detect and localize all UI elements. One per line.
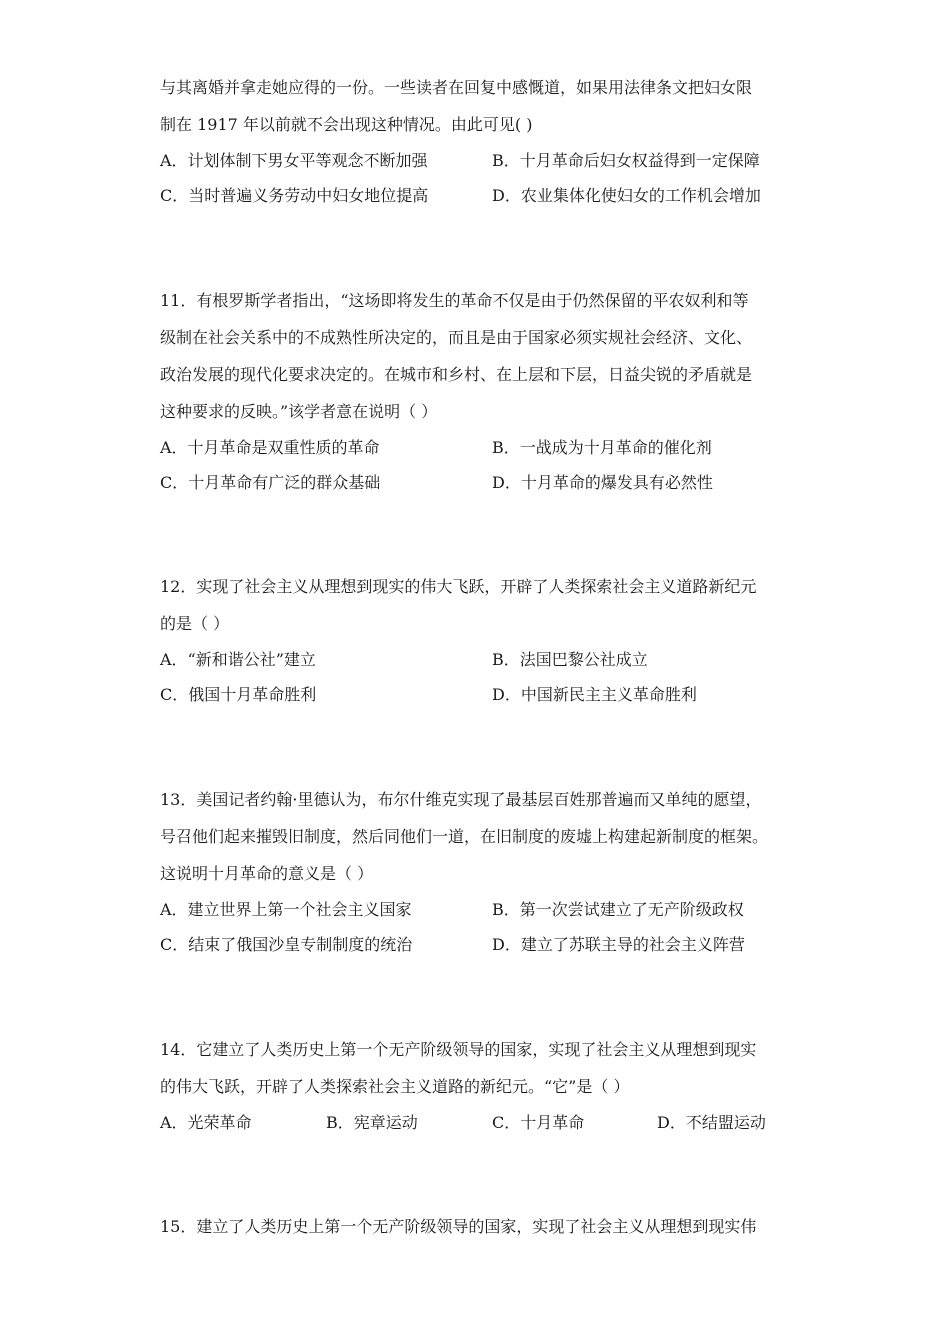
question-12-line-1: 12．实现了社会主义从理想到现实的伟大飞跃，开辟了人类探索社会主义道路新纪元 xyxy=(160,577,757,596)
question-15-line-1: 15．建立了人类历史上第一个无产阶级领导的国家，实现了社会主义从理想到现实伟 xyxy=(160,1217,757,1236)
question-13-line-3: 这说明十月革命的意义是（ ） xyxy=(160,864,374,883)
question-11-line-4: 这种要求的反映。”该学者意在说明（ ） xyxy=(160,402,438,421)
question-11-option-d[interactable]: D．十月革命的爆发具有必然性 xyxy=(492,473,713,492)
question-10-option-a[interactable]: A．计划体制下男女平等观念不断加强 xyxy=(160,151,428,170)
question-14-option-d[interactable]: D．不结盟运动 xyxy=(657,1113,766,1132)
question-14-option-b[interactable]: B．宪章运动 xyxy=(326,1113,418,1132)
question-14-option-a[interactable]: A．光荣革命 xyxy=(160,1113,252,1132)
question-10-line-1: 与其离婚并拿走她应得的一份。一些读者在回复中感慨道，如果用法律条文把妇女限 xyxy=(160,78,753,97)
question-13-option-c[interactable]: C．结束了俄国沙皇专制制度的统治 xyxy=(160,935,413,954)
question-13-option-a[interactable]: A．建立世界上第一个社会主义国家 xyxy=(160,900,412,919)
question-11-line-1: 11．有根罗斯学者指出，“这场即将发生的革命不仅是由于仍然保留的平农奴利和等 xyxy=(160,291,749,310)
question-12-option-b[interactable]: B．法国巴黎公社成立 xyxy=(492,650,648,669)
question-11-line-2: 级制在社会关系中的不成熟性所决定的，而且是由于国家必须实规社会经济、文化、 xyxy=(160,328,753,347)
question-11-option-a[interactable]: A．十月革命是双重性质的革命 xyxy=(160,438,380,457)
question-12-line-2: 的是（ ） xyxy=(160,614,230,633)
question-13-line-2: 号召他们起来摧毁旧制度，然后同他们一道，在旧制度的废墟上构建起新制度的框架。 xyxy=(160,827,769,846)
question-12-option-d[interactable]: D．中国新民主主义革命胜利 xyxy=(492,685,697,704)
question-14-line-1: 14．它建立了人类历史上第一个无产阶级领导的国家，实现了社会主义从理想到现实 xyxy=(160,1040,757,1059)
question-13-option-d[interactable]: D．建立了苏联主导的社会主义阵营 xyxy=(492,935,745,954)
question-11-option-c[interactable]: C．十月革命有广泛的群众基础 xyxy=(160,473,381,492)
question-13-line-1: 13．美国记者约翰·里德认为，布尔什维克实现了最基层百姓那普遍而又单纯的愿望， xyxy=(160,790,762,809)
question-10-option-b[interactable]: B．十月革命后妇女权益得到一定保障 xyxy=(492,151,760,170)
question-14-option-c[interactable]: C．十月革命 xyxy=(492,1113,585,1132)
question-10-option-d[interactable]: D．农业集体化使妇女的工作机会增加 xyxy=(492,186,761,205)
question-14-line-2: 的伟大飞跃，开辟了人类探索社会主义道路的新纪元。“它”是（ ） xyxy=(160,1077,630,1096)
question-11-option-b[interactable]: B．一战成为十月革命的催化剂 xyxy=(492,438,712,457)
question-13-option-b[interactable]: B．第一次尝试建立了无产阶级政权 xyxy=(492,900,744,919)
question-12-option-a[interactable]: A．“新和谐公社”建立 xyxy=(160,650,316,669)
question-11-line-3: 政治发展的现代化要求决定的。在城市和乡村、在上层和下层，日益尖锐的矛盾就是 xyxy=(160,365,753,384)
question-10-line-2: 制在 1917 年以前就不会出现这种情况。由此可见( ) xyxy=(160,115,533,134)
question-12-option-c[interactable]: C．俄国十月革命胜利 xyxy=(160,685,317,704)
question-10-option-c[interactable]: C．当时普遍义务劳动中妇女地位提高 xyxy=(160,186,429,205)
